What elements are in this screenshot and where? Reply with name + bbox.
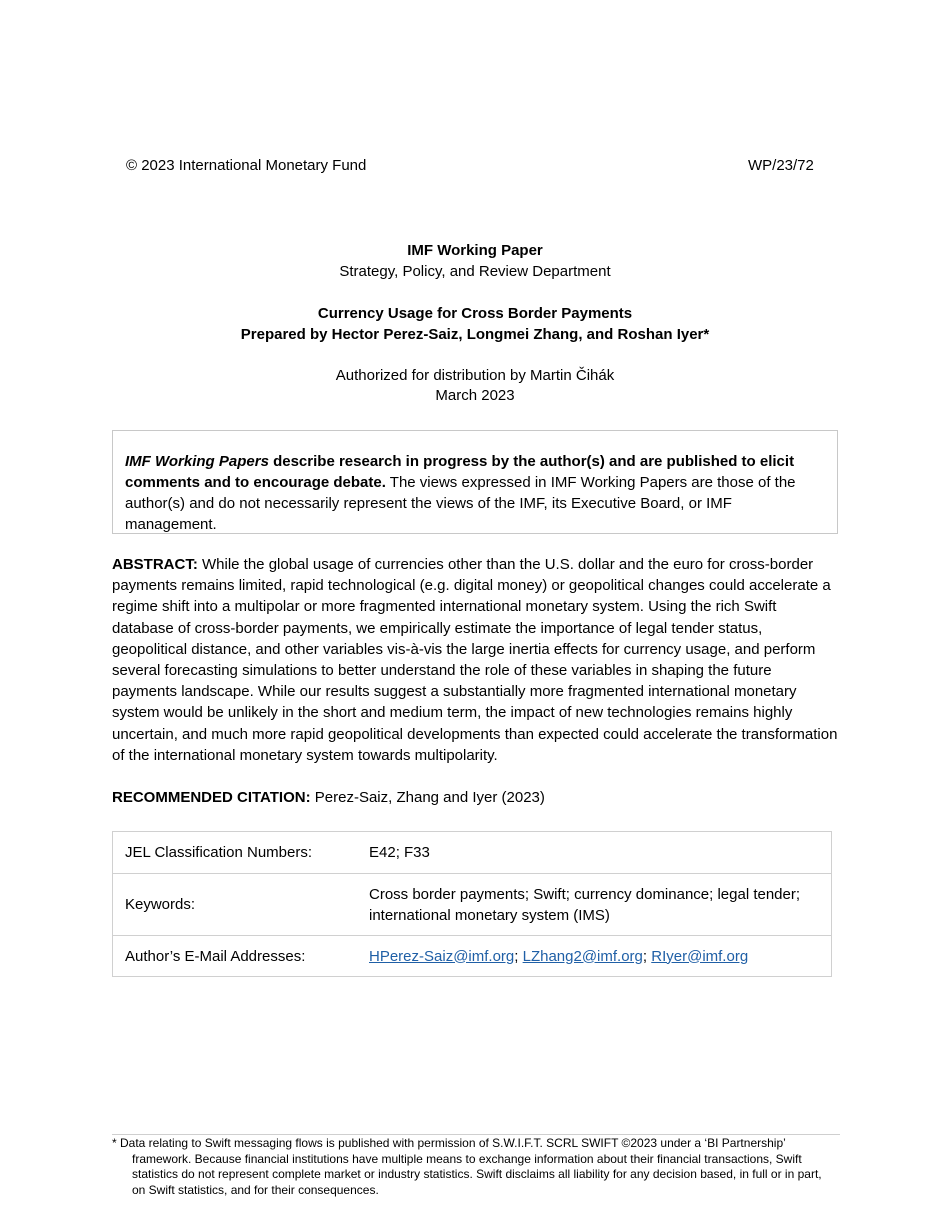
email-link-iyer[interactable]: RIyer@imf.org [651, 947, 749, 965]
email-list [357, 936, 832, 977]
disclaimer-bold-text: describe research in progress by the author(s) and are published to elicit comments and to encourage debate. [125, 453, 795, 491]
copyright-notice: © 2023 International Monetary Fund [126, 157, 367, 174]
footnote-divider [112, 1134, 840, 1135]
email-link-zhang[interactable]: LZhang2@imf.org [522, 947, 643, 965]
authorization-line: Authorized for distribution by Martin Čihák [335, 367, 615, 384]
footnote: * Data relating to Swift messaging flows is published with permission of S.W.I.F.T. SCRL SWIFT ©2023 under a ‘BI Partnership’ framework. Because financial institutions have multiple means to exchange information about their financial transactions, Swift statistics do not represent complete market or industry statistics. Swift disclaims all liability for any decision based, in full or in part, on Swift statistics, and for their consequences. [112, 1136, 822, 1197]
department: Strategy, Policy, and Review Department [339, 263, 611, 280]
metadata-table [112, 831, 832, 977]
jel-value: E42; F33 [357, 832, 832, 874]
publication-date: March 2023 [435, 387, 515, 404]
keywords-label: Keywords: [113, 874, 358, 936]
series-title: IMF Working Paper [407, 242, 543, 259]
paper-number: WP/23/72 [748, 157, 814, 174]
jel-label: JEL Classification Numbers: [113, 832, 358, 874]
paper-title: Currency Usage for Cross Border Payments [317, 305, 633, 322]
citation-text: Perez-Saiz, Zhang and Iyer (2023) [310, 789, 545, 806]
disclaimer-box [112, 430, 838, 534]
recommended-citation [112, 789, 545, 806]
authors-line: Prepared by Hector Perez-Saiz, Longmei Zhang, and Roshan Iyer* [240, 326, 710, 343]
disclaimer-series-name: IMF Working Papers [125, 453, 269, 470]
table-row-keywords [113, 874, 832, 936]
email-separator: ; [514, 947, 523, 965]
email-separator: ; [642, 947, 652, 965]
abstract-text: While the global usage of currencies other than the U.S. dollar and the euro for cross-border payments remains limited, rapid technological (e.g. digital money) or geopolitical changes could accelerate a regime shift into a multipolar or more fragmented international monetary system. Using the rich Swift database of cross-border payments, we empirically estimate the importance of legal tender status, geopolitical distance, and other variables vis-à-vis the large inertia effects for currency usage, and perform several forecasting simulations to better understand the role of these variables in shaping the future payments landscape. While our results suggest a substantially more fragmented international monetary system would be unlikely in the short and medium term, the impact of new technologies remains highly uncertain, and much more rapid geopolitical developments than expected could accelerate the transformation of the international monetary system towards multipolarity. [112, 556, 838, 764]
citation-label: RECOMMENDED CITATION: [112, 789, 311, 806]
abstract-label: ABSTRACT: [112, 556, 198, 573]
table-row-jel [113, 832, 832, 874]
abstract [112, 554, 838, 766]
email-label: Author’s E-Mail Addresses: [113, 936, 358, 977]
email-link-perez-saiz[interactable]: HPerez-Saiz@imf.org [369, 947, 515, 965]
table-row-emails [113, 936, 832, 977]
disclaimer-text: The views expressed in IMF Working Papers are those of the author(s) and do not necessarily represent the views of the IMF, its Executive Board, or IMF management. [125, 474, 796, 533]
keywords-value: Cross border payments; Swift; currency dominance; legal tender; international monetary system (IMS) [357, 874, 832, 936]
